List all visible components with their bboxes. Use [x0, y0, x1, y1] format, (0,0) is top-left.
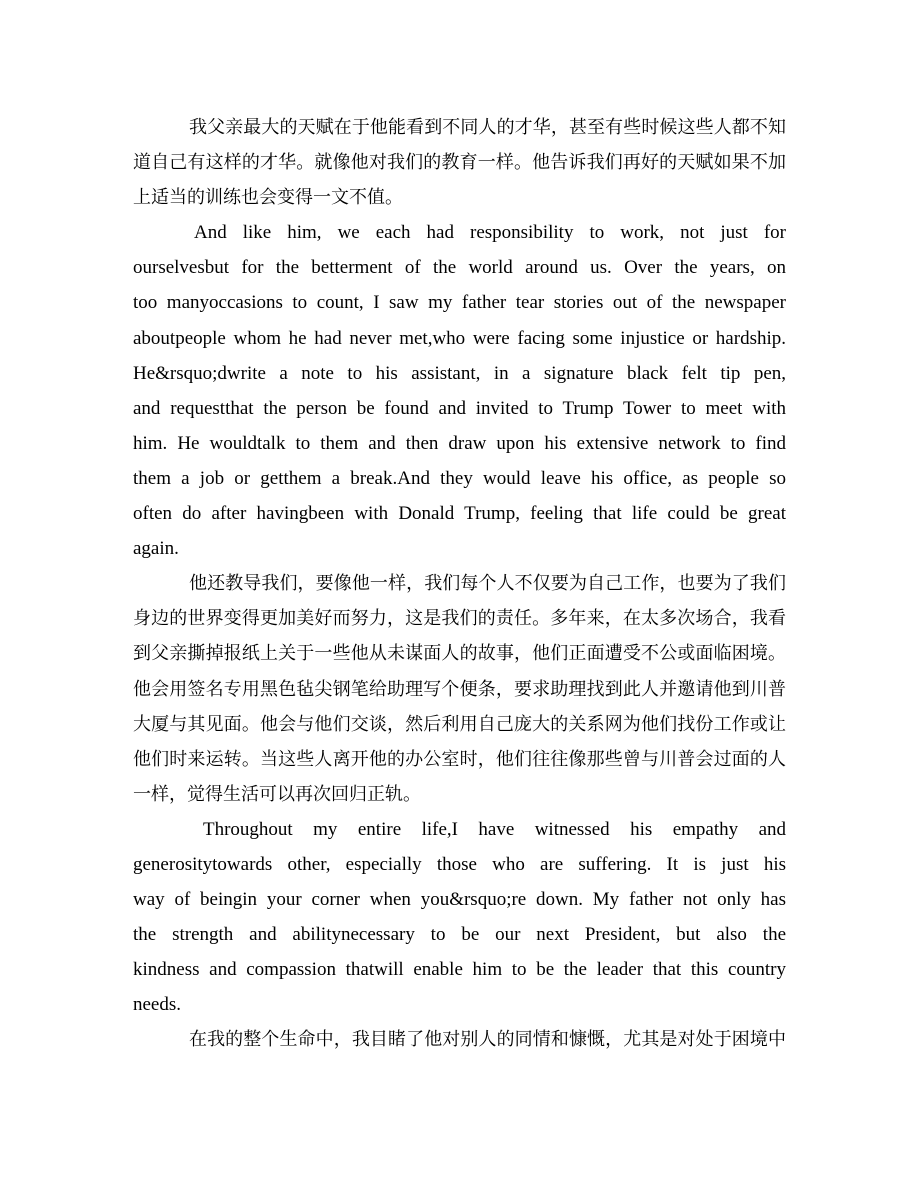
paragraph-line: ourselvesbut for the betterment of the world around us. Over the years, on: [133, 257, 786, 279]
paragraph-1: [133, 110, 786, 215]
document-body: [133, 110, 786, 1058]
paragraph-line: 道自己有这样的才华。就像他对我们的教育一样。他告诉我们再好的天赋如果不加: [133, 152, 786, 173]
paragraph-line: 大厦与其见面。他会与他们交谈，然后利用自己庞大的关系网为他们找份工作或让: [133, 713, 786, 734]
paragraph-line: 他还教导我们，要像他一样，我们每个人不仅要为自己工作，也要为了我们: [189, 573, 786, 594]
paragraph-line: generositytowards other, especially those who are suffering. It is just his: [133, 853, 786, 875]
paragraph-line: 一样，觉得生活可以再次回归正轨。: [133, 783, 421, 804]
paragraph-line: often do after havingbeen with Donald Trump, feeling that life could be great: [133, 503, 786, 525]
paragraph-line: way of beingin your corner when you&rsquo;re down. My father not only has: [133, 889, 786, 911]
paragraph-line: He&rsquo;dwrite a note to his assistant, in a signature black felt tip pen,: [133, 362, 786, 384]
paragraph-line: them a job or getthem a break.And they would leave his office, as people so: [133, 467, 786, 489]
paragraph-line: needs.: [133, 994, 182, 1016]
paragraph-line: him. He wouldtalk to them and then draw upon his extensive network to find: [133, 432, 786, 454]
paragraph-line: 他们时来运转。当这些人离开他的办公室时，他们往往像那些曾与川普会过面的人: [133, 748, 786, 769]
paragraph-line: 身边的世界变得更加美好而努力，这是我们的责任。多年来，在太多次场合，我看: [133, 608, 786, 629]
paragraph-2: [133, 215, 786, 566]
paragraph-line: And like him, we each had responsibility to work, not just for: [194, 222, 786, 244]
paragraph-line: aboutpeople whom he had never met,who were facing some injustice or hardship.: [133, 327, 786, 349]
paragraph-3: [133, 566, 786, 812]
paragraph-line: too manyoccasions to count, I saw my father tear stories out of the newspaper: [133, 292, 786, 314]
paragraph-line: kindness and compassion thatwill enable him to be the leader that this country: [133, 959, 786, 981]
paragraph-line: Throughout my entire life,I have witnessed his empathy and: [203, 818, 786, 840]
paragraph-line: and requestthat the person be found and invited to Trump Tower to meet with: [133, 397, 786, 419]
paragraph-4: [133, 812, 786, 1023]
paragraph-line: 我父亲最大的天赋在于他能看到不同人的才华，甚至有些时候这些人都不知: [189, 117, 786, 137]
paragraph-line: 到父亲撕掉报纸上关于一些他从未谋面人的故事，他们正面遭受不公或面临困境。: [133, 643, 786, 664]
paragraph-line: the strength and abilitynecessary to be our next President, but also the: [133, 924, 786, 946]
paragraph-5: [133, 1022, 786, 1057]
paragraph-line: 他会用签名专用黑色毡尖钢笔给助理写个便条，要求助理找到此人并邀请他到川普: [133, 678, 786, 699]
paragraph-line: again.: [133, 538, 179, 560]
paragraph-line: 在我的整个生命中，我目睹了他对别人的同情和慷慨，尤其是对处于困境中: [189, 1029, 786, 1050]
paragraph-line: 上适当的训练也会变得一文不值。: [133, 187, 403, 208]
